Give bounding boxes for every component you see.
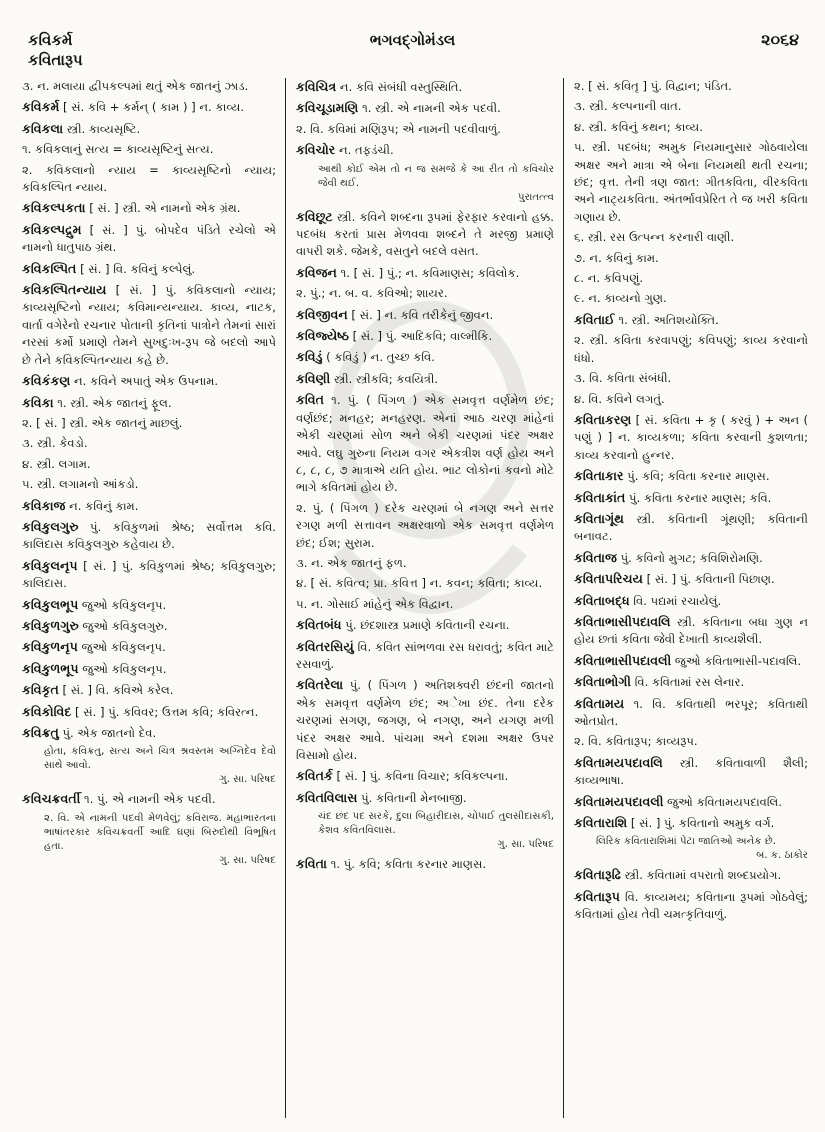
headword: કવિચોર <box>296 142 336 158</box>
dictionary-entry <box>574 570 808 588</box>
headword: કવિતારૂઢિ <box>574 867 621 883</box>
quotation-text: હોતા, કવિક્રતુ, સત્ય અને ચિત્ર શ્રવસ્તમ અગ્નિદેવ દેવો સાથે આવો. <box>44 746 276 772</box>
definition: [ સં. ] પું. કવિના વિચાર; કવિકલ્પના. <box>332 769 509 784</box>
definition: સ્ત્રી. કવિતામાં વપરાતો શબ્દપ્રયોગ. <box>620 868 782 883</box>
dictionary-entry <box>296 638 554 674</box>
definition: સ્ત્રી. કવિતાવાળી શૈલી; કાવ્યભાષા. <box>574 755 808 788</box>
dictionary-entry <box>296 78 554 96</box>
definition: પું. કવિકુળમાં શ્રેષ્ઠ; સર્વોત્તમ કવિ. કાલિદાસ કવિકુલગુરુ કહેવાય છે. <box>22 519 276 552</box>
headword: કવિકૃત <box>22 682 59 698</box>
dictionary-entry <box>296 855 554 873</box>
definition: [ સં. ] વિ. કવિએ કરેલ. <box>58 683 174 698</box>
definition: [ સં. ] ન. કવિ તરીકેનું જીવન. <box>347 307 494 322</box>
definition: વિ. કવિતામાં રસ લેનાર. <box>631 675 745 690</box>
headword: કવિચિત્ર <box>296 79 337 94</box>
dictionary-entry <box>22 703 276 721</box>
headword: કવિતાપરિચય <box>574 571 643 587</box>
definition: ૧. પું. ( પિંગળ ) એક સમવૃત્ત વર્ણમેળ છંદ; વર્ણછંદ; મનહર; મનહરણ. એનાં આઠ ચરણ માંહેનાં એકી ચરણમાં સોળ અને બેકી ચરણમાં પંદર અક્ષર આવે. લઘુ ગુરુના નિયમ વગર એકત્રીશ વર્ણ હોય અને ૮, ૮, ૮, ૭ માત્રાએ યતિ હોય. ભાટ લોકોનાં કવનો મોટે ભાગે કવિતમાં હોય છે. <box>296 393 554 495</box>
dictionary-entry <box>574 311 808 329</box>
sense-definition: ૮. ન. કવિપણું. <box>574 271 644 286</box>
dictionary-entry <box>574 866 808 884</box>
headword: કવિજીવન <box>296 306 348 322</box>
definition: પું. છંદશાસ્ત્ર પ્રમાણે કવિતાની રચના. <box>341 618 510 633</box>
quotation-text: ૨. વિ. એ નામની પદવી મેળવેલું; કવિરાજ. મહાભારતના ભાષાંતરકાર કવિચક્રવર્તી આદિ ઘણાં બિરુદોથી વિભૂષિત હતા. <box>44 812 276 852</box>
quotation-text: આથી કોઈ એમ તો ન જ સમજે કે આ રીત તો કવિચોર જેવી થઈ. <box>318 163 554 189</box>
headword: કવિતાબદ્ધ <box>574 592 630 608</box>
dictionary-title: ભગવદ્ગોમંડલ <box>369 31 456 49</box>
definition: પું. કવિ; કવિતા કરનાર માણસ. <box>623 469 770 484</box>
dictionary-entry <box>296 327 554 345</box>
dictionary-entry <box>296 264 554 282</box>
headword: કવિતારૂપ <box>574 888 620 904</box>
dictionary-entry <box>574 411 808 464</box>
headword: કવિડું <box>296 349 323 365</box>
headword: કવિકલ્પિત <box>22 260 77 276</box>
quotation-source: ગુ. સા. પરિષદ <box>497 839 554 851</box>
sense-definition: ૫. સ્ત્રી. પદબંધ; અમુક નિયમાનુસાર ગોઠવાયેલા અક્ષર અને માત્રા એ બેના નિયમથી થતી રચના; છંદ; વૃત્ત. તેની ત્રણ જાત: ગીતકવિતા, વીરકવિતા અને નાટ્યકવિતા. અંતર્ભાવપ્રેરિત તે જ ખરી કવિતા ગણાય છે. <box>574 140 808 224</box>
headword: કવિતાકાંત <box>574 489 626 505</box>
definition: ૧. સ્ત્રી. એ નામની એક પદવી. <box>358 101 501 116</box>
headword: કવિકુળગુરુ <box>22 617 79 633</box>
headword: કવિતાભાસીપદાવલી <box>574 652 672 668</box>
definition: [ સં. ] સ્ત્રી. એ નામનો એક ગ્રંથ. <box>85 201 241 216</box>
headword: કવિજ્યેષ્ઠ <box>296 328 349 344</box>
dictionary-entry <box>574 673 808 691</box>
dictionary-entry <box>574 835 808 863</box>
definition: સ્ત્રી. કવિતાના બધા ગુણ ન હોય છતાં કવિતા જેવી દેખાતી કાવ્યશૈલી. <box>574 614 808 647</box>
sense-definition: ૩. વિ. કવિતા સંબંધી. <box>574 371 672 386</box>
headword: કવિતાઈ <box>574 311 615 327</box>
definition: સ્ત્રી. કાવ્યસૃષ્ટિ. <box>63 121 141 136</box>
dictionary-entry <box>22 199 276 217</box>
dictionary-entry <box>22 790 276 808</box>
guide-word-first: કવિકર્મ <box>28 31 73 49</box>
quotation-text: લિરિક કવિતારાશિમાં પેટા જાતિઓ અનેક છે. <box>596 836 776 848</box>
dictionary-entry <box>22 260 276 278</box>
definition: વિ. પદ્યમાં રચાયેલું. <box>629 593 722 608</box>
dictionary-entry <box>296 348 554 366</box>
headword: કવિચક્રવર્તી <box>22 791 81 807</box>
definition: [ સં. કવિ + કર્મન્ ( કામ ) ] ન. કાવ્ય. <box>59 100 245 115</box>
definition: જુઓ કવિકુલનૃપ. <box>77 640 166 655</box>
definition: જુઓ કવિકુલનૃપ. <box>78 597 167 612</box>
dictionary-entry <box>22 557 276 593</box>
guide-word-last: કવિતારૂપ <box>28 51 83 69</box>
headword: કવિતાજ <box>574 549 617 565</box>
dictionary-entry <box>574 793 808 811</box>
definition: ન. કવિ સંબંધી વસ્તુસ્થિતિ. <box>336 80 463 94</box>
definition: સ્ત્રી. સ્ત્રીકવિ; કવયિત્રી. <box>330 371 438 386</box>
quotation-source: પુરાતત્ત્વ <box>518 191 554 203</box>
dictionary-entry <box>22 221 276 257</box>
dictionary-entry <box>574 652 808 670</box>
definition: ન. તફડંચી. <box>335 143 394 158</box>
sense-definition: ૪. સ્ત્રી. કવિનું કથન; કાવ્ય. <box>574 119 703 134</box>
dictionary-entry <box>574 695 808 731</box>
headword: કવિછૂટ <box>296 208 333 224</box>
sense-definition: ૨. સ્ત્રી. કવિતા કરવાપણું; કવિપણું; કાવ્ય કરવાનો ધંધો. <box>574 333 808 365</box>
headword: કવિતામયપદાવલિ <box>574 754 663 770</box>
page-header <box>0 30 825 70</box>
headword: કવિતામયપદાવલી <box>574 793 664 809</box>
sense-definition: ૨. વિ. કવિમાં મણિરૂપ; એ નામની પદવીવાળું. <box>296 121 501 136</box>
sense-definition: ૨. [ સં. ] સ્ત્રી. એક જાતનું માછલું. <box>22 415 183 430</box>
headword: કવિત <box>296 392 324 408</box>
definition: સ્ત્રી. કવિતાની ગૂંથણી; કવિતાની બનાવટ. <box>574 511 808 544</box>
dictionary-entry <box>22 617 276 635</box>
dictionary-entry <box>296 767 554 785</box>
definition: પું. કવિતાની મેનબાજી. <box>357 790 467 805</box>
sense-definition: ૪. વિ. કવિને લગતું. <box>574 391 665 406</box>
headword: કવિકુલભૂપ <box>22 596 79 612</box>
headword: કવિતરસિયું <box>296 638 354 654</box>
headword: કવિકલ્પકતા <box>22 200 86 216</box>
definition: [ સં. ] વિ. કવિનું કલ્પેલું. <box>76 261 196 276</box>
column-divider <box>563 78 564 1118</box>
dictionary-entry <box>296 391 554 496</box>
dictionary-entry <box>574 592 808 610</box>
column-3 <box>574 78 808 1122</box>
headword: કવિતર્ક <box>296 768 333 784</box>
headword: કવિતાભાસીપદાવલિ <box>574 613 671 629</box>
definition: પું. ( પિંગળ ) અતિશક્વરી છંદની જાતનો એક સમવૃત્ત વર્ણમેળ છંદ; અેખા છંદ. તેના દરેક ચરણમાં સગણ, જગણ, બે નગણ, અને યગણ મળી પંદર અક્ષર આવે. પાંચમા અને દશમા અક્ષર ઉપર વિસામો હોય. <box>296 678 554 762</box>
headword: કવિકોવિદ <box>22 703 72 719</box>
definition: પું. કવિનો મુગટ; કવિશિરોમણિ. <box>616 550 763 565</box>
column-2 <box>296 78 554 1122</box>
dictionary-entry <box>22 638 276 656</box>
dictionary-entry <box>574 754 808 790</box>
sense-definition: ૪. સ્ત્રી. લગામ. <box>22 456 91 471</box>
dictionary-entry <box>22 120 276 138</box>
dictionary-entry <box>22 812 276 868</box>
headword: કવિચૂડામણિ <box>296 100 359 116</box>
definition: ૧. [ સં. ] પું.; ન. કવિમાણસ; કવિલોક. <box>336 265 520 280</box>
sense-definition: ૨. પું.; ન. બ. વ. કવિઓ; શાયર. <box>296 286 448 301</box>
definition: જુઓ કવિતામયપદાવલિ. <box>663 794 782 809</box>
headword: કવિકાજ <box>22 497 66 513</box>
dictionary-entry <box>22 596 276 614</box>
quotation-text: ચંદ છંદ પદ સરકે, દુલા બિહારીદાસ, ચોપાઈ તુલસીદાસકી, કેશવ કવિતવિલાસ. <box>318 811 554 837</box>
definition: ન. કવિનું કામ. <box>65 498 139 513</box>
sense-definition: ૩. ન. મલાયા દ્વીપકલ્પમાં થતું એક જાતનું ઝાડ. <box>22 79 249 93</box>
definition: [ સં. ] પું. કવિતાની પિછાણ. <box>642 572 775 587</box>
headword: કવિતારાશિ <box>574 815 628 831</box>
definition: વિ. કાવ્યમય; કવિતાના રૂપમાં ગોઠવેલું; કવિતામાં હોય તેવી ચમત્કૃતિવાળું. <box>574 889 808 922</box>
headword: કવિકલ્પદ્રુમ <box>22 221 82 237</box>
headword: કવિકા <box>22 394 54 410</box>
dictionary-entry <box>22 497 276 515</box>
dictionary-entry <box>574 613 808 649</box>
dictionary-entry <box>22 745 276 787</box>
definition: જુઓ કવિકુલગુરુ. <box>78 618 168 633</box>
page-number: ૨૦૬૪ <box>761 30 799 49</box>
quotation-source: બ. ક. ઠાકોર <box>756 850 808 862</box>
headword: કવિતરેલા <box>296 677 344 693</box>
definition: [ સં. ] પું. કવિતાનો અમુક વર્ગ. <box>627 816 775 831</box>
dictionary-entry <box>574 549 808 567</box>
headword: કવિક્રતુ <box>22 725 59 740</box>
definition: સ્ત્રી. કવિને શબ્દના રૂપમાં ફેરફાર કરવાનો હક્ક. પદબંધ કરતાં પ્રાસ મેળવવા શબ્દને તે મરજી પ્રમાણે વાપરી શકે. જેમકે, વસતુને બદલે વસત. <box>296 209 554 259</box>
dictionary-entry <box>574 814 808 832</box>
quotation-source: ગુ. સા. પરિષદ <box>219 854 276 866</box>
sense-definition: ૫. સ્ત્રી. લગામનો આંકડો. <box>22 477 139 492</box>
headword: કવિતબંધ <box>296 617 342 633</box>
definition: ૧. વિ. કવિતાથી ભરપૂર; કવિતાથી ઓતપ્રોત. <box>574 696 808 728</box>
definition: ( કવિડું ) ન. તુચ્છ કવિ. <box>322 350 435 365</box>
sense-definition: ૬. સ્ત્રી. રસ ઉત્પન્ન કરનારી વાણી. <box>574 230 735 245</box>
headword: કવિકંકણ <box>22 373 71 389</box>
headword: કવિણી <box>296 370 331 386</box>
headword: કવિતામય <box>574 695 625 711</box>
dictionary-entry <box>296 370 554 388</box>
column-1 <box>22 78 276 1122</box>
headword: કવિજન <box>296 264 337 280</box>
sense-definition: ૩. ન. એક જાતનું ફળ. <box>296 555 407 570</box>
dictionary-entry <box>296 616 554 634</box>
definition: ૧. સ્ત્રી. એક જાતનું ફૂલ. <box>53 395 172 410</box>
dictionary-entry <box>574 489 808 507</box>
dictionary-entry <box>22 281 276 369</box>
headword: કવિકલ્પિતન્યાય <box>22 282 107 298</box>
definition: વિ. કવિત સાંભળવા રસ ધરાવતું; કવિત માટે રસવાળું. <box>296 639 554 671</box>
definition: ૧. પું. કવિ; કવિતા કરનાર માણસ. <box>327 857 487 872</box>
dictionary-entry <box>22 681 276 699</box>
headword: કવિકુળભૂપ <box>22 660 79 676</box>
definition: પું. કવિતા કરનાર માણસ; કવિ. <box>625 490 772 505</box>
definition: [ સં. કવિતા + કૃ ( કરવું ) + અન ( પણું ) ] ન. કાવ્યકળા; કવિતા કરવાની કુશળતા; કાવ્ય કરવાનો હુન્નર. <box>574 412 808 462</box>
headword: કવિતાભોગી <box>574 674 632 690</box>
sense-definition: ૨. પું. ( પિંગળ ) દરેક ચરણમાં બે નગણ અને સત્તર રગણ મળી સત્તાવન અક્ષરવાળો એક સમવૃત્ત વર્ણમેળ છંદ; ઈશ; સુરામ. <box>296 500 554 550</box>
headword: કવિતા <box>296 856 328 872</box>
dictionary-entry <box>296 810 554 852</box>
headword: કવિકલા <box>22 120 64 136</box>
headword: કવિકુલનૃપ <box>22 557 78 573</box>
dictionary-entry <box>296 306 554 324</box>
dictionary-entry <box>296 676 554 764</box>
definition: પું. એક જાતનો દેવ. <box>58 726 157 740</box>
sense-definition: ૭. ન. કવિનું કામ. <box>574 250 659 265</box>
dictionary-entry <box>574 467 808 485</box>
sense-definition: ૨. વિ. કવિતારૂપ; કાવ્યરૂપ. <box>574 734 698 749</box>
sense-definition: ૨. કવિકલાનો ન્યાય = કાવ્યસૃષ્ટિનો ન્યાય; કવિકલ્પિત ન્યાય. <box>22 162 276 195</box>
definition: [ સં. ] પું. કવિકુળમાં શ્રેષ્ઠ; કવિકુલગુરુ; કાલિદાસ. <box>22 558 276 591</box>
definition: જુઓ કવિકુલનૃપ. <box>78 661 167 676</box>
dictionary-entry <box>22 724 276 742</box>
dictionary-entry <box>296 789 554 807</box>
definition: ન. કવિને અપાતું એક ઉપનામ. <box>70 374 219 389</box>
sense-definition: ૨. [ સં. કવિતૃ ] પું. વિદ્વાન; પંડિત. <box>574 79 732 93</box>
dictionary-entry <box>296 99 554 117</box>
headword: કવિતાકરણ <box>574 411 632 427</box>
definition: ૧. પું. એ નામની એક પદવી. <box>80 792 216 807</box>
dictionary-entry <box>22 372 276 390</box>
sense-definition: ૧. કવિકલાનું સત્ય = કાવ્યસૃષ્ટિનું સત્ય. <box>22 142 214 157</box>
column-divider <box>285 78 286 1118</box>
headword: કવિકર્મ <box>22 99 60 115</box>
definition: [ સં. ] પું. કવિવર; ઉત્તમ કવિ; કવિરત્ન. <box>71 704 259 719</box>
dictionary-entry <box>296 163 554 205</box>
quotation-source: ગુ. સા. પરિષદ <box>219 774 276 786</box>
headword: કવિતાગૂંથ <box>574 510 624 526</box>
definition: ૧. સ્ત્રી. અતિશયોક્તિ. <box>614 312 719 327</box>
sense-definition: ૩. સ્ત્રી. કલ્પનાની વાત. <box>574 99 682 114</box>
definition: [ સં. ] પું. બોપદેવ પંડિતે રચેલો એ નામનો ધાતુપાઠ ગ્રંથ. <box>22 222 276 255</box>
dictionary-entry <box>296 208 554 261</box>
definition: જુઓ કવિતાભાસી-પદાવલિ. <box>671 653 802 668</box>
headword: કવિતવિલાસ <box>296 789 358 805</box>
sense-definition: ૫. ન. ગોસાઈ માંહેનું એક વિદ્વાન. <box>296 596 454 611</box>
dictionary-entry <box>574 888 808 924</box>
sense-definition: ૯. ન. કાવ્યનો ગુણ. <box>574 291 667 306</box>
headword: કવિકુલગુરુ <box>22 518 79 534</box>
dictionary-entry <box>22 394 276 412</box>
headword: કવિકુળનૃપ <box>22 639 78 655</box>
headword: કવિતાકાર <box>574 468 624 484</box>
dictionary-entry <box>296 141 554 159</box>
sense-definition: ૩. સ્ત્રી. કેવડો. <box>22 436 88 451</box>
dictionary-entry <box>22 518 276 554</box>
sense-definition: ૪. [ સં. કવિત્વ; પ્રા. કવિત્ત ] ન. કવન; કવિતા; કાવ્ય. <box>296 576 543 591</box>
dictionary-entry <box>22 660 276 678</box>
definition: [ સં. ] પું. આદિકવિ; વાલ્મીકિ. <box>348 329 493 344</box>
dictionary-entry <box>574 510 808 546</box>
dictionary-entry <box>22 98 276 116</box>
definition: [ સં. ] પું. કવિકલાનો ન્યાય; કાવ્યસૃષ્ટિનો ન્યાય; કવિમાન્યન્યાય. કાવ્ય, નાટક, વાર્તા વગેરેનો રચનાર પોતાની કૃતિનાં પાત્રોને તેમનાં સારાં નરસાં કર્મો પ્રમાણે તેમને સુખદુઃખ-રૂપ જે બદલો આપે છે તેને કવિકલ્પિતન્યાય કહે છે. <box>22 283 276 367</box>
